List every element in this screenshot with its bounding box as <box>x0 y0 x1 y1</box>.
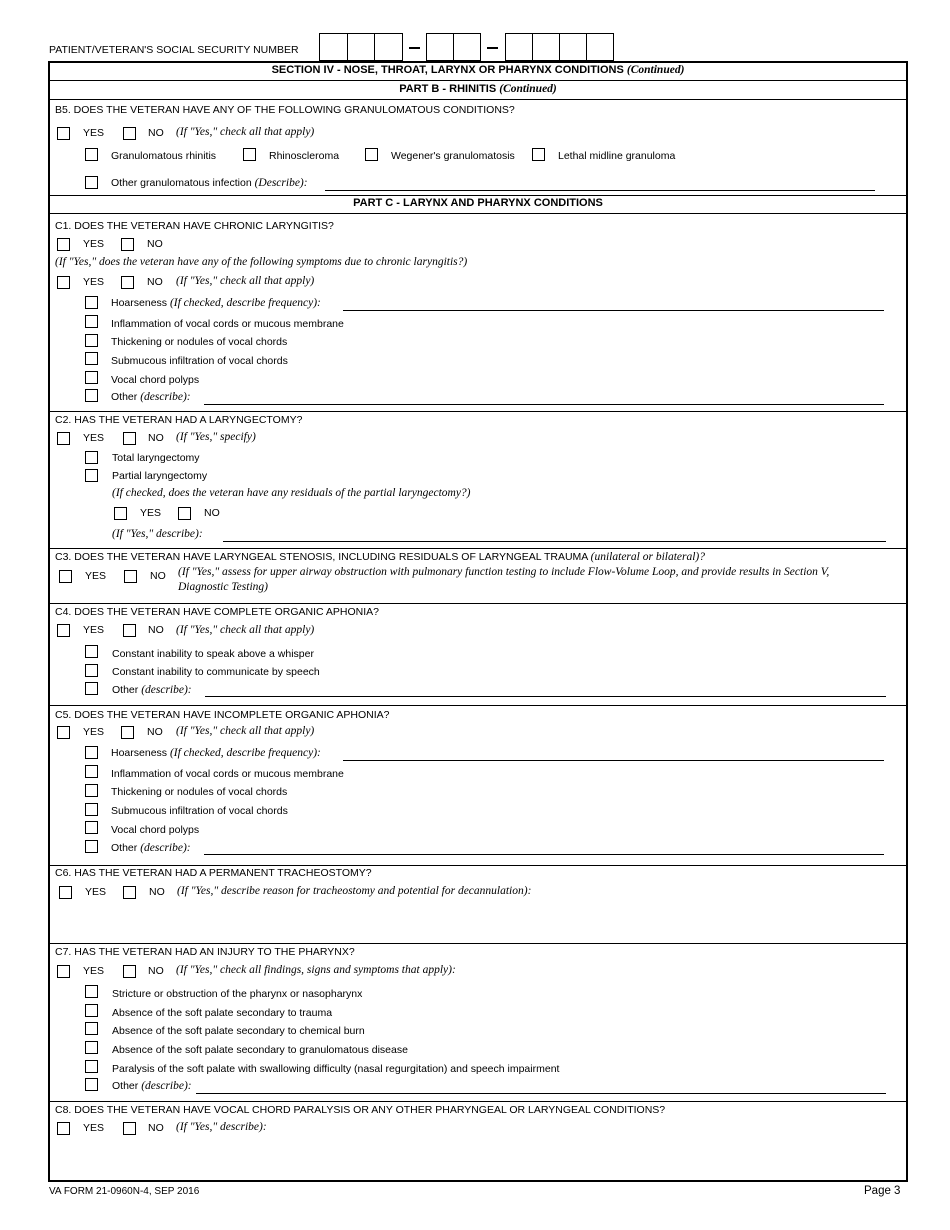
b5-no-checkbox[interactable] <box>123 127 136 140</box>
c6-yes-checkbox[interactable] <box>59 886 72 899</box>
c2-partial-checkbox[interactable] <box>85 469 98 482</box>
section-title: SECTION IV - NOSE, THROAT, LARYNX OR PHARYNX CONDITIONS (Continued) <box>271 64 685 76</box>
c6-no-checkbox[interactable] <box>123 886 136 899</box>
c1-no-checkbox[interactable] <box>121 238 134 251</box>
c2-residuals-question: (If checked, does the veteran have any residuals of the partial laryngectomy?) <box>112 487 471 499</box>
c5-yes-checkbox[interactable] <box>57 726 70 739</box>
c5-hoarseness-input[interactable] <box>343 760 884 761</box>
c8-question: C8. DOES THE VETERAN HAVE VOCAL CHORD PARALYSIS OR ANY OTHER PHARYNGEAL OR LARYNGEAL CONDITIONS? <box>55 1104 666 1116</box>
c1-symptoms-no-checkbox[interactable] <box>121 276 134 289</box>
c7-paralysis-checkbox[interactable] <box>85 1060 98 1073</box>
c4-speech-checkbox[interactable] <box>85 664 98 677</box>
c2-total-checkbox[interactable] <box>85 451 98 464</box>
c7-stricture-checkbox[interactable] <box>85 985 98 998</box>
c1-polyps-checkbox[interactable] <box>85 371 98 384</box>
c2-question: C2. HAS THE VETERAN HAD A LARYNGECTOMY? <box>55 414 303 426</box>
c1-hoarseness-input[interactable] <box>343 310 884 311</box>
c3-question: C3. DOES THE VETERAN HAVE LARYNGEAL STENOSIS, INCLUDING RESIDUALS OF LARYNGEAL TRAUMA (unilateral or bilateral)? <box>55 551 706 563</box>
c1-symptoms-yes-checkbox[interactable] <box>57 276 70 289</box>
ssn-label: PATIENT/VETERAN'S SOCIAL SECURITY NUMBER <box>49 44 299 56</box>
c2-residuals-yes-checkbox[interactable] <box>114 507 127 520</box>
ssn-dash <box>409 47 420 49</box>
c4-whisper-checkbox[interactable] <box>85 645 98 658</box>
b5-other-input[interactable] <box>325 190 875 191</box>
c1-hoarseness-checkbox[interactable] <box>85 296 98 309</box>
c1-other-input[interactable] <box>204 404 884 405</box>
c3-no-checkbox[interactable] <box>124 570 137 583</box>
c7-chemical-burn-checkbox[interactable] <box>85 1022 98 1035</box>
page-number: Page 3 <box>864 1185 901 1197</box>
c1-submucous-checkbox[interactable] <box>85 352 98 365</box>
c3-yes-checkbox[interactable] <box>59 570 72 583</box>
ssn-area-field[interactable] <box>319 33 403 61</box>
b5-rhinoscleroma-checkbox[interactable] <box>243 148 256 161</box>
c4-question: C4. DOES THE VETERAN HAVE COMPLETE ORGANIC APHONIA? <box>55 606 380 618</box>
b5-instruction: (If "Yes," check all that apply) <box>176 126 315 138</box>
ssn-dash <box>487 47 498 49</box>
c4-other-input[interactable] <box>205 696 886 697</box>
c1-followup: (If "Yes," does the veteran have any of the following symptoms due to chronic laryngitis?) <box>55 256 468 268</box>
c7-question: C7. HAS THE VETERAN HAD AN INJURY TO THE PHARYNX? <box>55 946 355 958</box>
c1-question: C1. DOES THE VETERAN HAVE CHRONIC LARYNGITIS? <box>55 220 334 232</box>
c1-other-checkbox[interactable] <box>85 389 98 402</box>
c5-polyps-checkbox[interactable] <box>85 821 98 834</box>
c1-yes-checkbox[interactable] <box>57 238 70 251</box>
b5-yes-checkbox[interactable] <box>57 127 70 140</box>
c4-yes-checkbox[interactable] <box>57 624 70 637</box>
c8-no-checkbox[interactable] <box>123 1122 136 1135</box>
c5-hoarseness-checkbox[interactable] <box>85 746 98 759</box>
b5-granulomatous-rhinitis-checkbox[interactable] <box>85 148 98 161</box>
c7-trauma-checkbox[interactable] <box>85 1004 98 1017</box>
ssn-serial-field[interactable] <box>505 33 614 61</box>
c5-thickening-checkbox[interactable] <box>85 784 98 797</box>
part-c-title: PART C - LARYNX AND PHARYNX CONDITIONS <box>353 197 603 209</box>
b5-wegeners-checkbox[interactable] <box>365 148 378 161</box>
c7-yes-checkbox[interactable] <box>57 965 70 978</box>
c1-thickening-checkbox[interactable] <box>85 334 98 347</box>
c7-no-checkbox[interactable] <box>123 965 136 978</box>
form-id: VA FORM 21-0960N-4, SEP 2016 <box>49 1186 200 1197</box>
c1-inflammation-checkbox[interactable] <box>85 315 98 328</box>
c5-submucous-checkbox[interactable] <box>85 803 98 816</box>
b5-other-checkbox[interactable] <box>85 176 98 189</box>
c2-residuals-no-checkbox[interactable] <box>178 507 191 520</box>
c7-granulomatous-checkbox[interactable] <box>85 1041 98 1054</box>
c2-describe-input[interactable] <box>223 541 886 542</box>
c7-other-checkbox[interactable] <box>85 1078 98 1091</box>
part-b-title: PART B - RHINITIS (Continued) <box>399 83 557 95</box>
c8-yes-checkbox[interactable] <box>57 1122 70 1135</box>
c5-other-checkbox[interactable] <box>85 840 98 853</box>
c5-other-input[interactable] <box>204 854 884 855</box>
c4-no-checkbox[interactable] <box>123 624 136 637</box>
c5-no-checkbox[interactable] <box>121 726 134 739</box>
c7-other-input[interactable] <box>196 1093 886 1094</box>
b5-question: B5. DOES THE VETERAN HAVE ANY OF THE FOLLOWING GRANULOMATOUS CONDITIONS? <box>55 104 515 116</box>
c2-yes-checkbox[interactable] <box>57 432 70 445</box>
c6-question: C6. HAS THE VETERAN HAD A PERMANENT TRACHEOSTOMY? <box>55 867 372 879</box>
c4-other-checkbox[interactable] <box>85 682 98 695</box>
c2-no-checkbox[interactable] <box>123 432 136 445</box>
ssn-group-field[interactable] <box>426 33 481 61</box>
b5-lethal-midline-checkbox[interactable] <box>532 148 545 161</box>
c5-question: C5. DOES THE VETERAN HAVE INCOMPLETE ORGANIC APHONIA? <box>55 709 390 721</box>
c5-inflammation-checkbox[interactable] <box>85 765 98 778</box>
